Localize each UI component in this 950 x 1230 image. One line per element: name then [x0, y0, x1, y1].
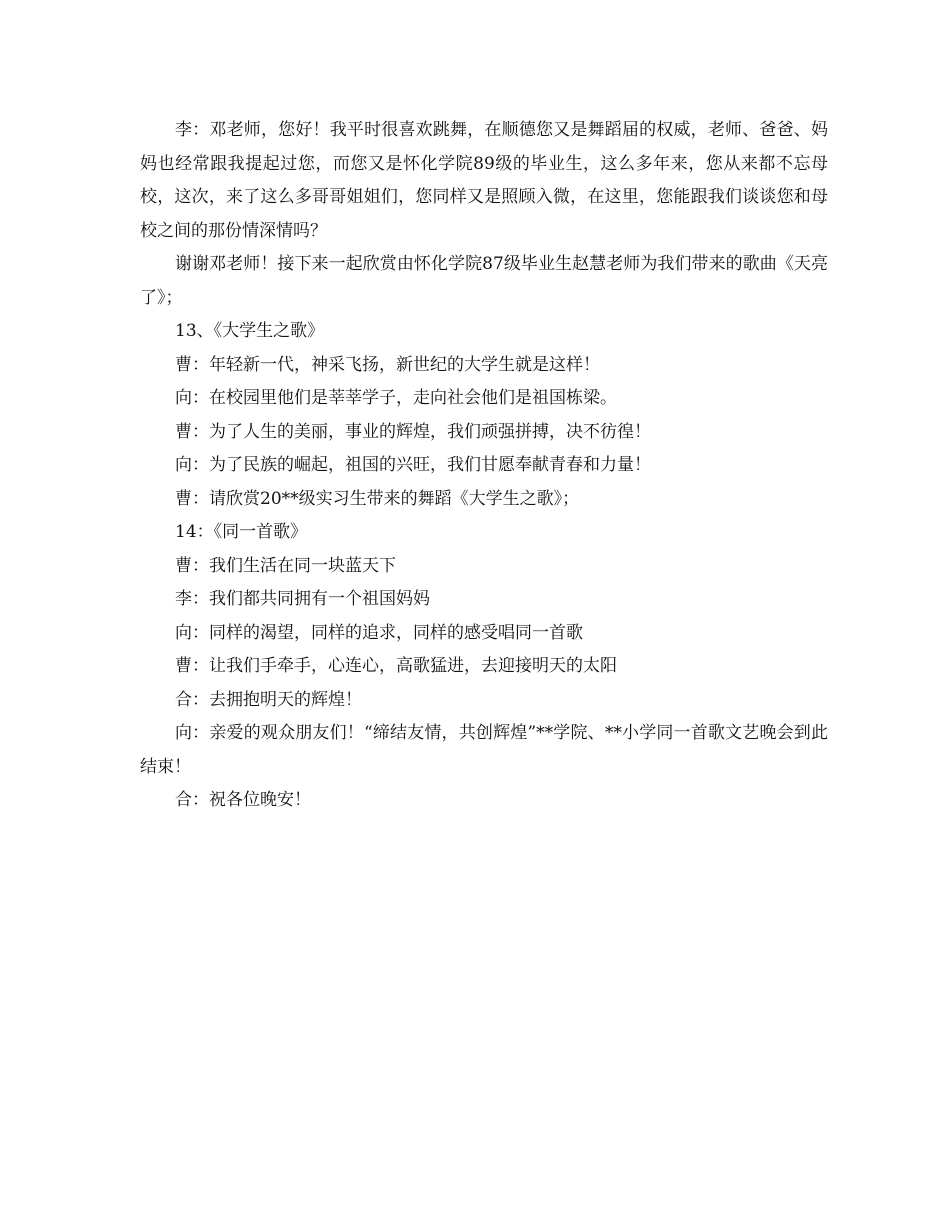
paragraph-line: 李：我们都共同拥有一个祖国妈妈: [175, 589, 430, 609]
paragraph-thanks-intro: 谢谢邓老师！接下来一起欣赏由怀化学院87级毕业生赵慧老师为我们带来的歌曲《天亮了》；: [140, 254, 828, 308]
program-item-13-heading: 13、《大学生之歌》: [175, 321, 325, 341]
paragraph-line: 向：为了民族的崛起，祖国的兴旺，我们甘愿奉献青春和力量！: [175, 455, 651, 475]
paragraph-li-question: 李：邓老师，您好！我平时很喜欢跳舞，在顺德您又是舞蹈届的权威，老师、爸爸、妈妈也经常跟我提起过您，而您又是怀化学院89级的毕业生，这么多年来，您从来都不忘母校，这次，来了这么多哥哥姐姐们，您同样又是照顾入微，在这里，您能跟我们谈谈您和母校之间的那份情深情吗？: [140, 120, 828, 241]
paragraph-line: 向：在校园里他们是莘莘学子，走向社会他们是祖国栋梁。: [175, 388, 617, 408]
paragraph-line: 曹：我们生活在同一块蓝天下: [175, 555, 396, 576]
document-body: [140, 114, 828, 818]
program-item-14-heading: 14：《同一首歌》: [175, 522, 308, 542]
paragraph-line: 曹：为了人生的美丽，事业的辉煌，我们顽强拼搏，决不彷徨！: [175, 421, 651, 442]
paragraph-line: 合：去拥抱明天的辉煌！: [175, 689, 362, 710]
paragraph-line: 曹：年轻新一代，神采飞扬，新世纪的大学生就是这样！: [175, 354, 600, 375]
paragraph-line: 曹：请欣赏20**级实习生带来的舞蹈《大学生之歌》；: [175, 488, 580, 509]
paragraph-closing: 向：亲爱的观众朋友们！“缔结友情，共创辉煌”**学院、**小学同一首歌文艺晚会到此结束！: [140, 723, 828, 777]
paragraph-line: 向：同样的渴望，同样的追求，同样的感受唱同一首歌: [175, 622, 583, 643]
paragraph-goodnight: 合：祝各位晚安！: [175, 790, 311, 810]
paragraph-line: 曹：让我们手牵手，心连心，高歌猛进，去迎接明天的太阳: [175, 656, 617, 676]
